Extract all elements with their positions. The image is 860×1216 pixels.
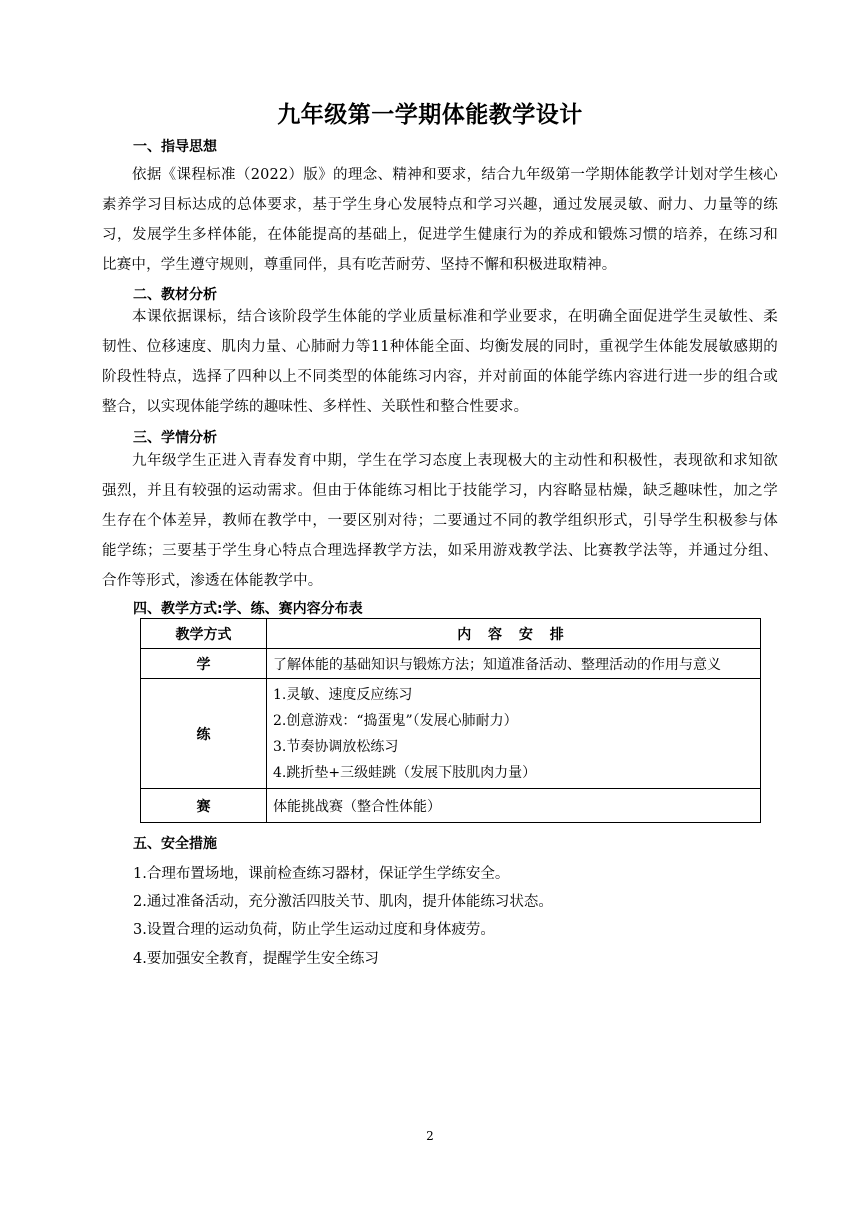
page-number: 2 <box>426 1129 434 1143</box>
section-heading-material-analysis: 二、教材分析 <box>133 287 217 303</box>
paragraph-guiding-thought: 依据《课程标准（2022）版》的理念、精神和要求，结合九年级第一学期体能教学计划对学生核心素养学习目标达成的总体要求，基于学生身心发展特点和学习兴趣，通过发展灵敏、耐力、力量等的练习，发展学生多样体能，在体能提高的基础上，促进学生健康行为的养成和锻炼习惯的培养，在练习和比赛中，学生遵守规则，尊重同伴，具有吃苦耐劳、坚持不懈和积极进取精神。 <box>102 167 778 273</box>
table-row-sai <box>141 789 761 823</box>
paragraph-material-analysis: 本课依据课标，结合该阶段学生体能的学业质量标准和学业要求，在明确全面促进学生灵敏性、柔韧性、位移速度、肌肉力量、心肺耐力等11种体能全面、均衡发展的同时，重视学生体能发展敏感期的阶段性特点，选择了四种以上不同类型的体能练习内容，并对前面的体能学练内容进行进一步的组合或整合，以实现体能学练的趣味性、多样性、关联性和整合性要求。 <box>102 309 778 415</box>
document-title: 九年级第一学期体能教学设计 <box>277 102 583 128</box>
table-header-content: 内 容 安 排 <box>267 619 761 649</box>
list-item: 2.创意游戏：“捣蛋鬼”（发展心肺耐力） <box>273 712 518 729</box>
section-heading-teaching-method: 四、教学方式:学、练、赛内容分布表 <box>133 601 363 617</box>
table-row-xue <box>141 649 761 679</box>
table-header-method: 教学方式 <box>141 619 267 649</box>
safety-item-1: 1.合理布置场地，课前检查练习器材，保证学生学练安全。 <box>133 866 510 882</box>
safety-item-4: 4.要加强安全教育，提醒学生安全练习 <box>133 951 379 967</box>
list-item: 4.跳折垫+三级蛙跳（发展下肢肌肉力量） <box>273 764 537 781</box>
table-header-row <box>141 619 761 649</box>
content-distribution-table <box>140 618 761 823</box>
paragraph-student-analysis: 九年级学生正进入青春发育中期，学生在学习态度上表现极大的主动性和积极性，表现欲和求知欲强烈，并且有较强的运动需求。但由于体能练习相比于技能学习，内容略显枯燥，缺乏趣味性，加之学生存在个体差异，教师在教学中，一要区别对待；二要通过不同的教学组织形式，引导学生积极参与体能学练；三要基于学生身心特点合理选择教学方法，如采用游戏教学法、比赛教学法等，并通过分组、合作等形式，渗透在体能教学中。 <box>102 453 778 589</box>
table-row-lian <box>141 679 761 789</box>
safety-item-2: 2.通过准备活动，充分激活四肢关节、肌肉，提升体能练习状态。 <box>133 894 553 910</box>
section-heading-guiding-thought: 一、指导思想 <box>133 139 217 155</box>
row-label-xue: 学 <box>141 649 267 679</box>
row-label-lian: 练 <box>141 679 267 789</box>
list-item: 1.灵敏、速度反应练习 <box>273 686 413 703</box>
list-item: 3.节奏协调放松练习 <box>273 738 399 755</box>
section-heading-student-analysis: 三、学情分析 <box>133 430 217 446</box>
row-content-lian <box>267 679 761 789</box>
safety-item-3: 3.设置合理的运动负荷，防止学生运动过度和身体疲劳。 <box>133 922 495 938</box>
row-content-xue: 了解体能的基础知识与锻炼方法；知道准备活动、整理活动的作用与意义 <box>267 649 761 679</box>
section-heading-safety: 五、安全措施 <box>133 836 217 852</box>
row-label-sai: 赛 <box>141 789 267 823</box>
row-content-sai: 体能挑战赛（整合性体能） <box>267 789 761 823</box>
